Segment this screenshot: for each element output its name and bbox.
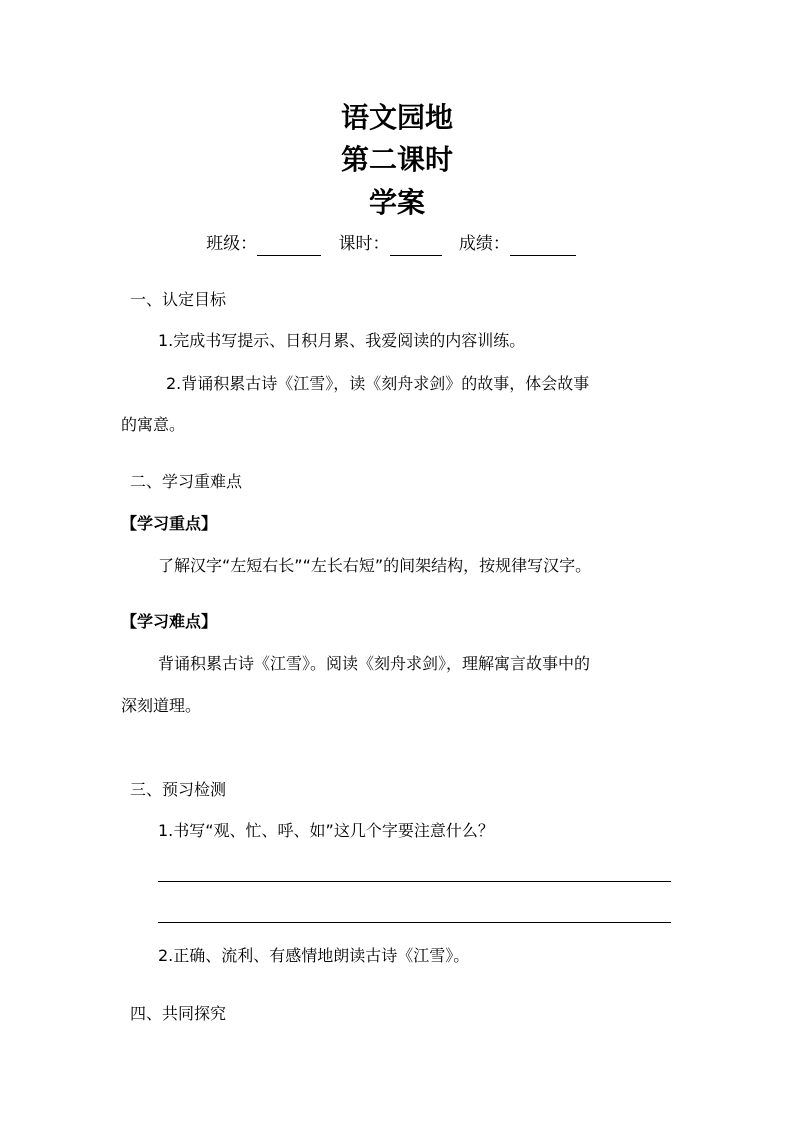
score-label: 成绩： — [458, 234, 510, 254]
goal-item-2-line-1: 2.背诵积累古诗《江雪》，读《刻舟求剑》的故事，体会故事 — [166, 374, 590, 393]
preview-question-1: 1.书写“观、忙、呼、如”这几个字要注意什么？ — [158, 821, 494, 840]
section-4-heading: 四、共同探究 — [130, 1004, 227, 1023]
section-1-heading: 一、认定目标 — [130, 290, 227, 309]
title-line-3: 学案 — [368, 186, 425, 219]
score-blank[interactable] — [510, 235, 576, 256]
section-3-heading: 三、预习检测 — [130, 780, 227, 799]
difficulty-label: 【学习难点】 — [121, 612, 218, 631]
goal-item-2-line-2: 的寓意。 — [121, 415, 186, 434]
key-point-text: 了解汉字“左短右长”“左长右短”的间架结构，按规律写汉字。 — [158, 556, 592, 575]
preview-question-2: 2.正确、流利、有感情地朗读古诗《江雪》。 — [158, 946, 470, 965]
answer-line-2[interactable] — [158, 922, 671, 923]
student-info-row — [0, 232, 794, 256]
class-label: 班级： — [206, 234, 258, 254]
class-blank[interactable] — [257, 235, 321, 256]
difficulty-line-2: 深刻道理。 — [121, 696, 202, 715]
section-2-heading: 二、学习重难点 — [130, 472, 243, 491]
goal-item-1: 1.完成书写提示、日积月累、我爱阅读的内容训练。 — [158, 331, 526, 350]
period-blank[interactable] — [390, 235, 442, 256]
period-label: 课时： — [338, 234, 390, 254]
title-line-1: 语文园地 — [340, 101, 453, 134]
key-point-label: 【学习重点】 — [121, 514, 218, 533]
difficulty-line-1: 背诵积累古诗《江雪》。阅读《刻舟求剑》，理解寓言故事中的 — [158, 654, 591, 673]
answer-line-1[interactable] — [158, 881, 671, 882]
title-line-2: 第二课时 — [340, 143, 453, 176]
